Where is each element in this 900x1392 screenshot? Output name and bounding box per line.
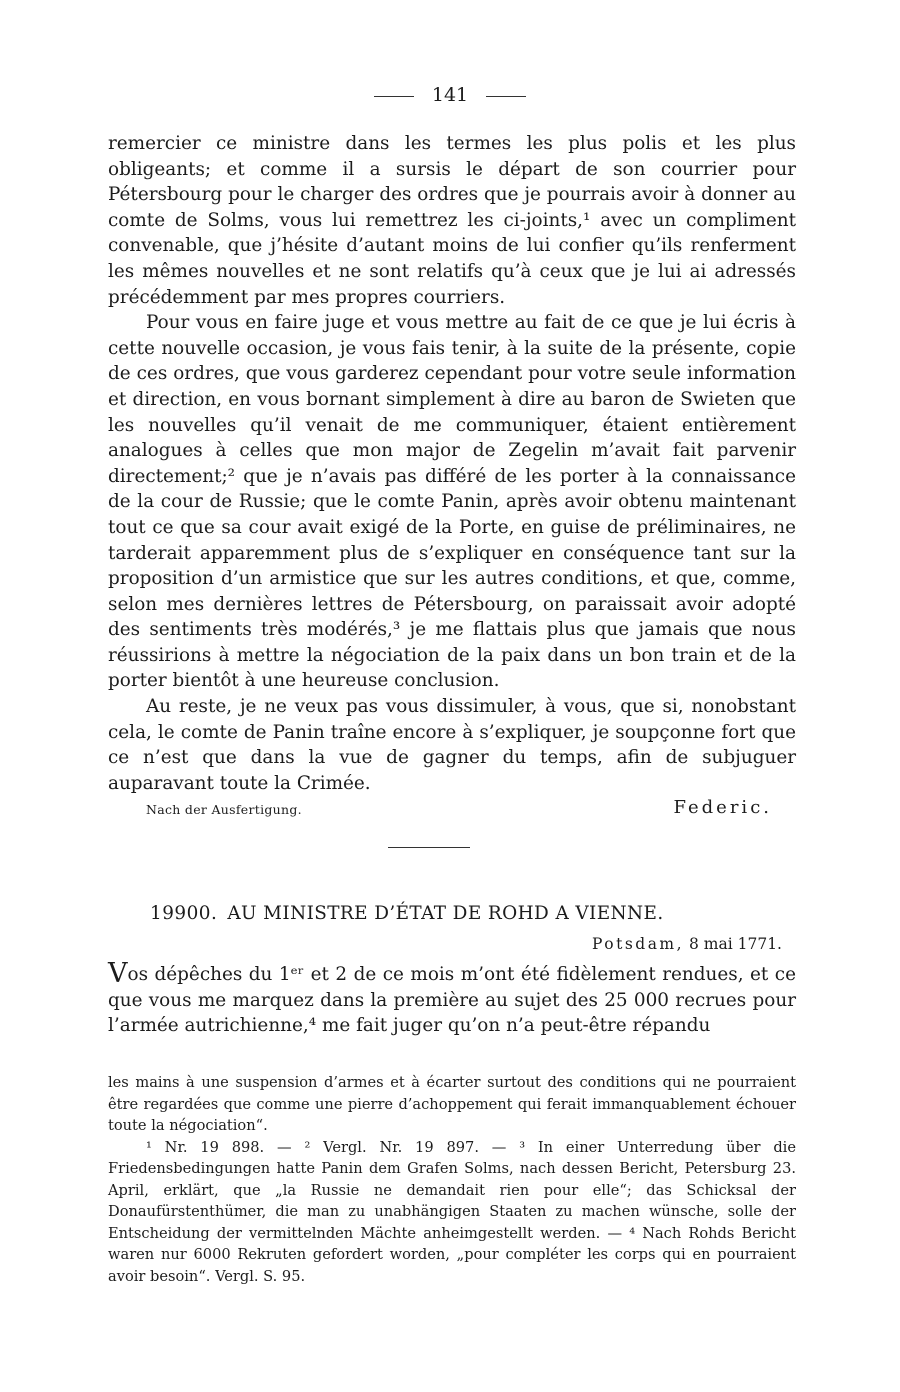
letter-title: AU MINISTRE D’ÉTAT DE ROHD A VIENNE. — [227, 903, 664, 924]
letter-heading — [150, 903, 664, 924]
place-date — [592, 935, 782, 953]
letter-body — [108, 960, 796, 1039]
paragraph: remercier ce ministre dans les termes les plus polis et les plus obligeants; et comme il a sursis le départ de son courrier pour Pétersbourg pour le charger des ordres que je pourrais avoir à donner au comte de Solms, vous lui remettrez les ci-joints,¹ avec un compliment convenable, que j’hésite d’autant moins de lui confier qu’ils renferment les mêmes nouvelles et ne sont relatifs qu’à ceux que je lui ai adressés précédemment par mes propres courriers. — [108, 133, 796, 308]
continuation-text — [108, 131, 796, 796]
initial-letter: V — [108, 958, 128, 989]
header-rule-left — [374, 96, 414, 97]
signature: Federic. — [673, 797, 772, 818]
paragraph: Au reste, je ne veux pas vous dissimuler, à vous, que si, nonobstant cela, le comte de Panin traîne encore à s’expliquer, je soupçonne fort que ce n’est que dans la vue de gagner du temps, afin de subjuguer auparavant toute la Crimée. — [108, 696, 796, 794]
letter-date: 8 mai 1771. — [689, 935, 782, 953]
section-divider — [388, 847, 470, 848]
letter-number: 19900. — [150, 903, 218, 924]
paragraph: Pour vous en faire juge et vous mettre au fait de ce que je lui écris à cette nouvelle occasion, je vous fais tenir, à la suite de la présente, copie de ces ordres, que vous garderez cependant pour votre seule information et direction, en vous bornant simplement à dire au baron de Swieten que les nouvelles qu’il venait de me communiquer, étaient entièrement analogues à celles que mon major de Zegelin m’avait fait parvenir directement;² que je n’avais pas différé de les porter à la connaissance de la cour de Russie; que le comte Panin, après avoir obtenu maintenant tout ce que sa cour avait exigé de la Porte, en guise de préliminaires, ne tarderait apparemment plus de s’expliquer en conséquence tant sur la proposition d’un armistice que sur les autres conditions, et que, comme, selon mes dernières lettres de Pétersbourg, on paraissait avoir adopté des sentiments très modérés,³ je me flattais plus que jamais que nous réussirions à mettre la négociation de la paix dans un bon train et de la porter bientôt à une heureuse conclusion. — [108, 312, 796, 692]
footnote-continuation: les mains à une suspension d’armes et à écarter surtout des conditions qui ne pourraient être regardées que comme une pierre d’achoppement qui ferait immanquablement échouer toute la négociation“. — [108, 1074, 796, 1134]
page-header — [0, 84, 900, 106]
letter-text: os dépêches du 1ᵉʳ et 2 de ce mois m’ont été fidèlement rendues, et ce que vous me marquez dans la première au sujet des 25 000 recrues pour l’armée autrichienne,⁴ me fait juger qu’on n’a peut-être répandu — [108, 964, 796, 1037]
letter-place: Potsdam, — [591, 935, 685, 953]
source-note: Nach der Ausfertigung. — [146, 802, 302, 817]
footnote-list: ¹ Nr. 19 898. — ² Vergl. Nr. 19 897. — ³ In einer Unterredung über die Friedensbedingungen hatte Panin dem Grafen Solms, nach dessen Bericht, Petersburg 23. April, erklärt, que „la Russie ne demandait rien pour elle“; das Schicksal der Donaufürstenthümer, die man zu unabhängigen Staaten zu machen wünsche, solle der Entscheidung der vermittelnden Mächte anheimgestellt werden. — ⁴ Nach Rohds Bericht waren nur 6000 Rekruten gefordert worden, „pour compléter les corps qui en pourraient avoir besoin“. Vergl. S. 95. — [108, 1138, 796, 1285]
footnotes — [108, 1072, 796, 1287]
signature-row — [146, 797, 772, 819]
header-rule-right — [486, 96, 526, 97]
page-number: 141 — [431, 84, 469, 106]
